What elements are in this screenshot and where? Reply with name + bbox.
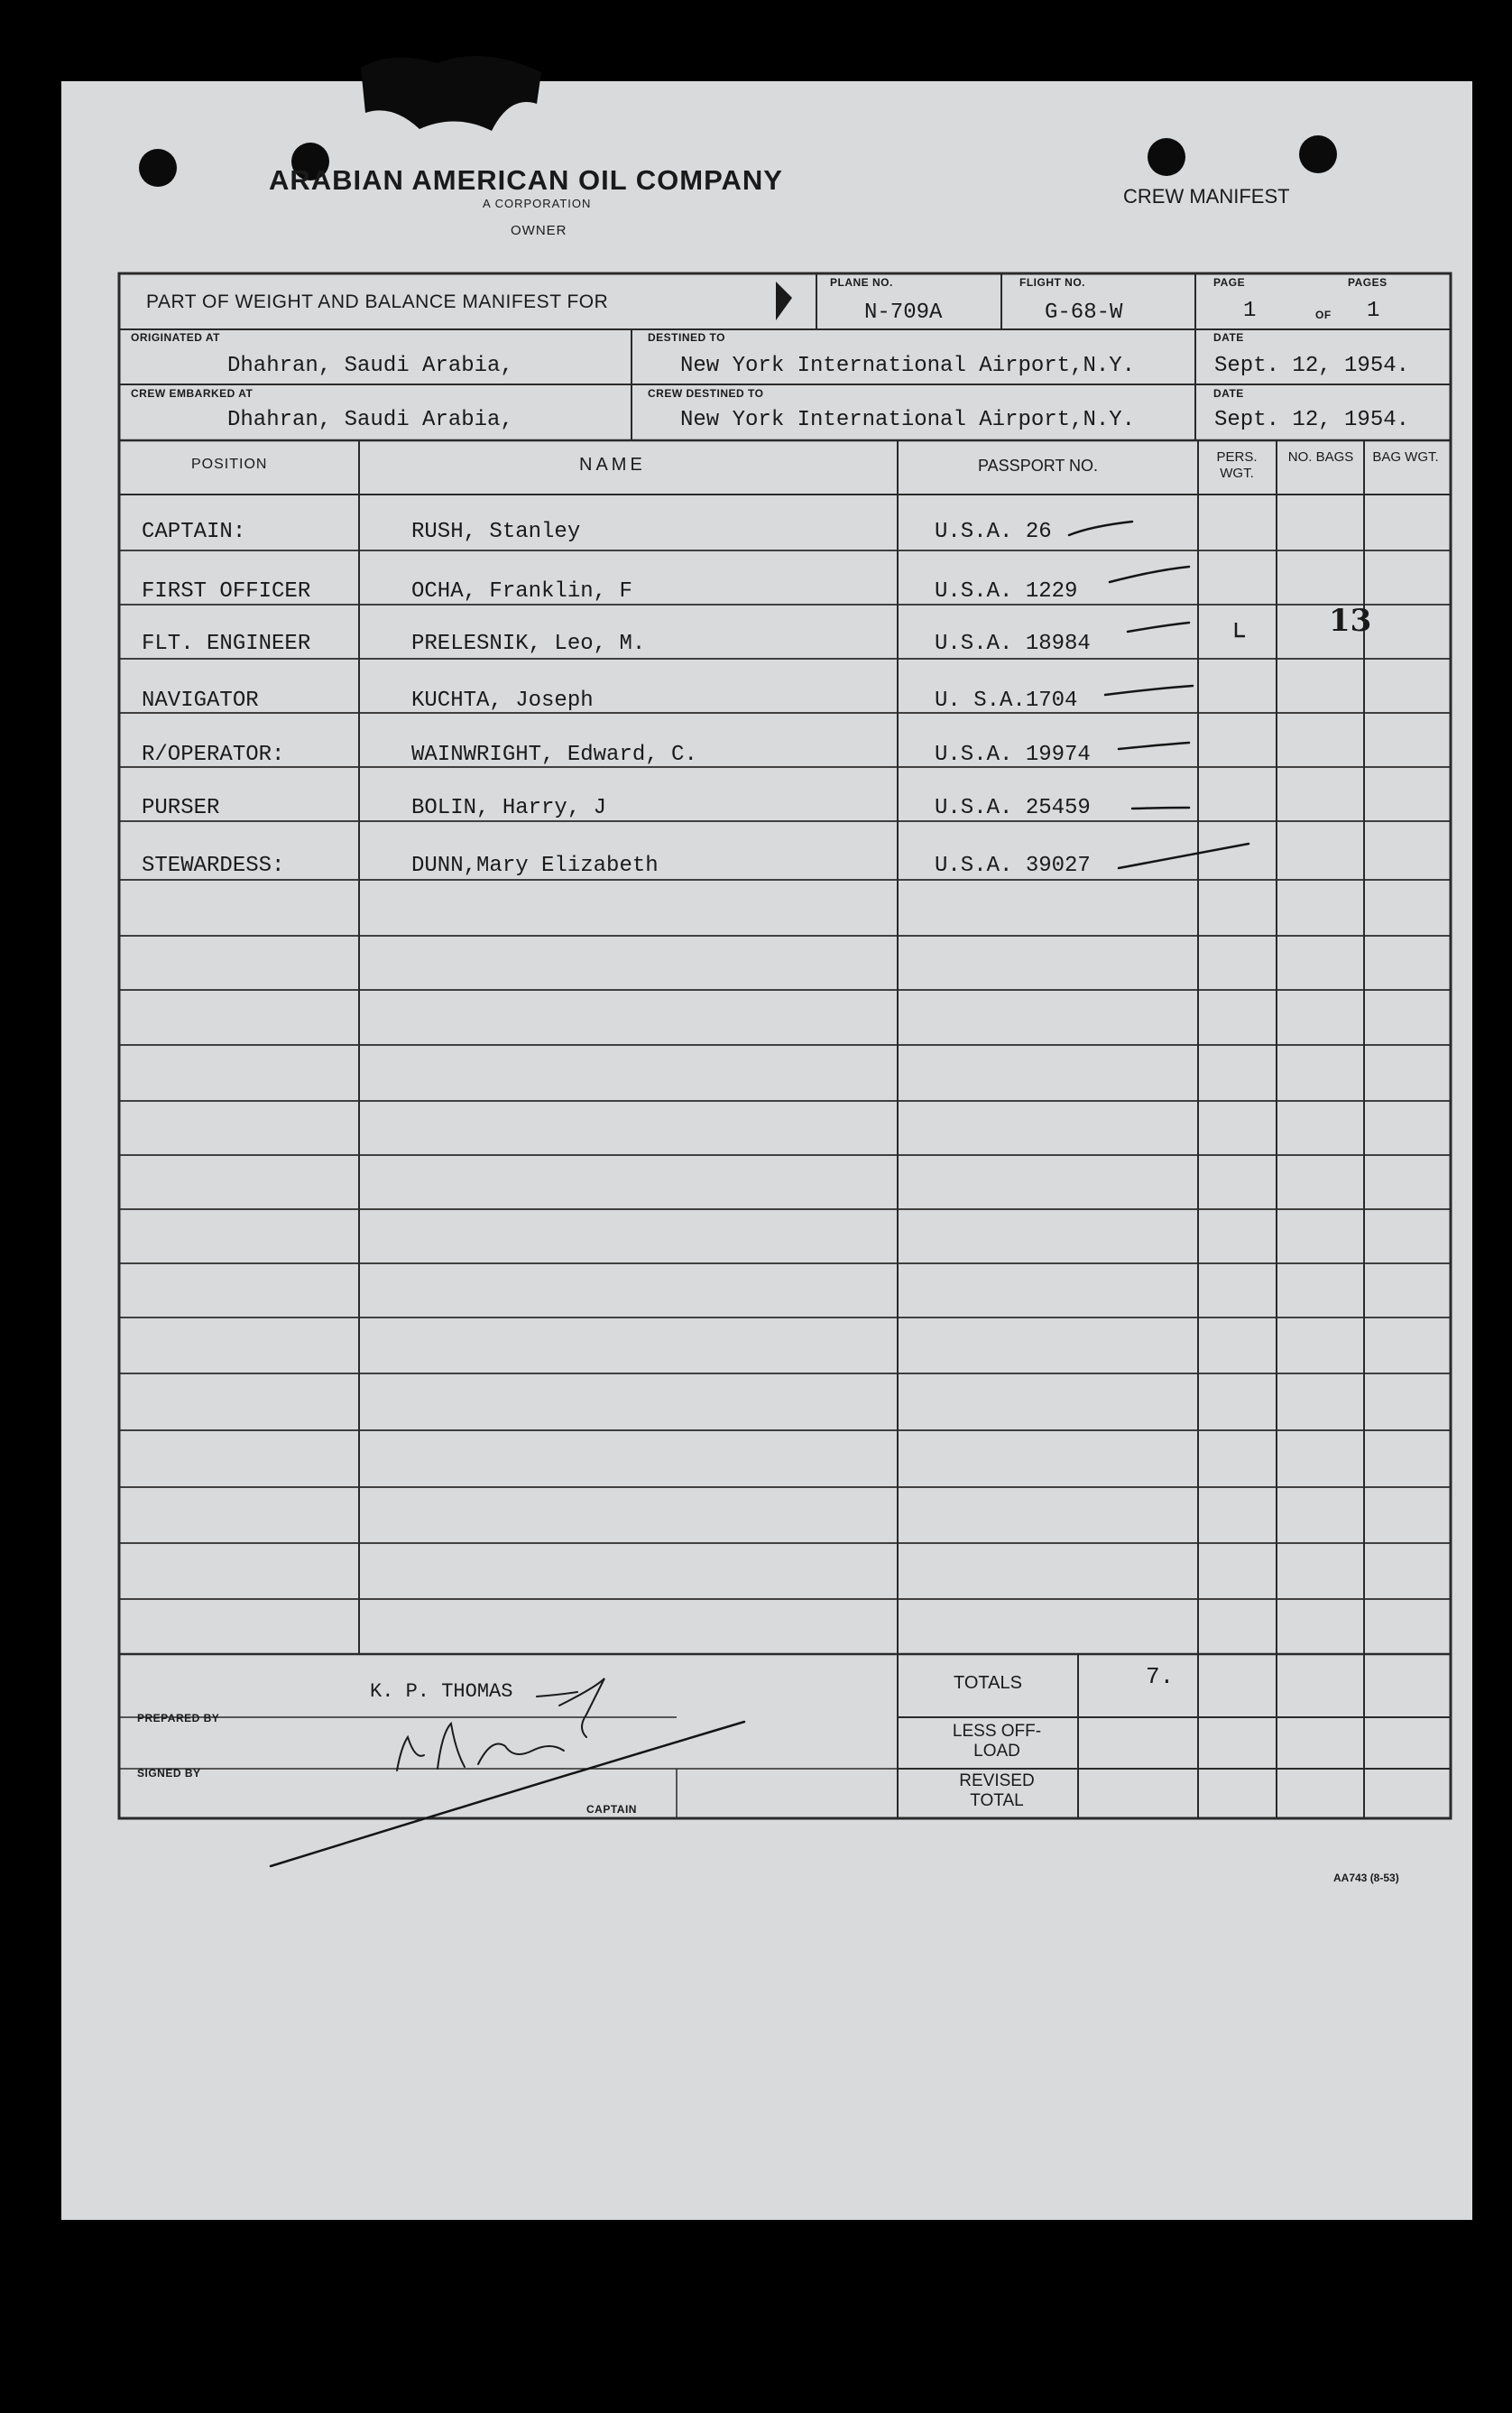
company-name: ARABIAN AMERICAN OIL COMPANY [269,164,783,196]
totals-label: TOTALS [954,1673,1022,1693]
prepared-by-label: PREPARED BY [137,1712,220,1724]
crew-position-stewardess: STEWARDESS: [142,854,285,878]
col-position-header: POSITION [191,457,268,472]
col-no-bags-header: NO. BAGS [1287,449,1354,465]
page-number: 1 [1243,299,1257,323]
crew-passport-radio-operator: U.S.A. 19974 [935,743,1091,767]
of-label: OF [1315,309,1332,321]
crew-embarked-label: CREW EMBARKED AT [131,387,254,400]
signed-by-label: SIGNED BY [137,1767,201,1780]
crew-position-first-officer: FIRST OFFICER [142,579,311,604]
crew-passport-first-officer: U.S.A. 1229 [935,579,1078,604]
date: Sept. 12, 1954. [1214,354,1410,378]
company-role: OWNER [511,223,567,238]
company-subtitle: A CORPORATION [483,197,592,210]
crew-position-captain: CAPTAIN: [142,520,246,544]
crew-position-radio-operator: R/OPERATOR: [142,743,285,767]
crew-position-flight-engineer: FLT. ENGINEER [142,632,311,656]
pages-label: PAGES [1348,276,1388,289]
totals-value: 7. [1146,1663,1175,1690]
document-type: CREW MANIFEST [1123,185,1290,208]
originated-at-label: ORIGINATED AT [131,331,220,344]
crew-name-flight-engineer: PRELESNIK, Leo, M. [411,632,646,656]
page-label: PAGE [1213,276,1246,289]
crew-passport-captain: U.S.A. 26 [935,520,1052,544]
prepared-by-name: K. P. THOMAS [370,1680,513,1703]
crew-name-radio-operator: WAINWRIGHT, Edward, C. [411,743,697,767]
crew-destined-label: CREW DESTINED TO [648,387,764,400]
crew-name-navigator: KUCHTA, Joseph [411,689,594,713]
date2-label: DATE [1213,387,1244,400]
crew-position-navigator: NAVIGATOR [142,689,259,713]
col-bag-wgt-header: BAG WGT. [1372,449,1439,465]
col-name-header: NAME [579,455,646,475]
crew-passport-stewardess: U.S.A. 39027 [935,854,1091,878]
crew-passport-purser: U.S.A. 25459 [935,796,1091,820]
form-code: AA743 (8-53) [1333,1872,1399,1884]
plane-no: N-709A [864,300,943,325]
revised-total-label: REVISED TOTAL [959,1771,1035,1810]
plane-no-label: PLANE NO. [830,276,893,289]
flight-no-label: FLIGHT NO. [1019,276,1085,289]
col-passport-header: PASSPORT NO. [978,457,1099,475]
flight-no: G-68-W [1045,300,1123,325]
crew-destined: New York International Airport,N.Y. [680,408,1136,432]
col-pers-wgt-header: PERS. WGT. [1216,449,1258,481]
less-offload-label: LESS OFF-LOAD [952,1722,1042,1761]
crew-embarked: Dhahran, Saudi Arabia, [227,408,513,432]
bags-count: 13 [1329,603,1372,639]
destined-to: New York International Airport,N.Y. [680,354,1136,378]
crew-name-stewardess: DUNN,Mary Elizabeth [411,854,659,878]
crew-name-purser: BOLIN, Harry, J [411,796,607,820]
captain-label: CAPTAIN [586,1803,637,1816]
crew-name-first-officer: OCHA, Franklin, F [411,579,632,604]
date2: Sept. 12, 1954. [1214,408,1410,432]
crew-passport-navigator: U. S.A.1704 [935,689,1078,713]
crew-position-purser: PURSER [142,796,220,820]
destined-to-label: DESTINED TO [648,331,725,344]
crew-name-captain: RUSH, Stanley [411,520,581,544]
originated-at: Dhahran, Saudi Arabia, [227,354,513,378]
date-label: DATE [1213,331,1244,344]
crew-passport-flight-engineer: U.S.A. 18984 [935,632,1091,656]
pages-count: 1 [1367,299,1380,323]
manifest-for-label: PART OF WEIGHT AND BALANCE MANIFEST FOR [146,291,609,312]
